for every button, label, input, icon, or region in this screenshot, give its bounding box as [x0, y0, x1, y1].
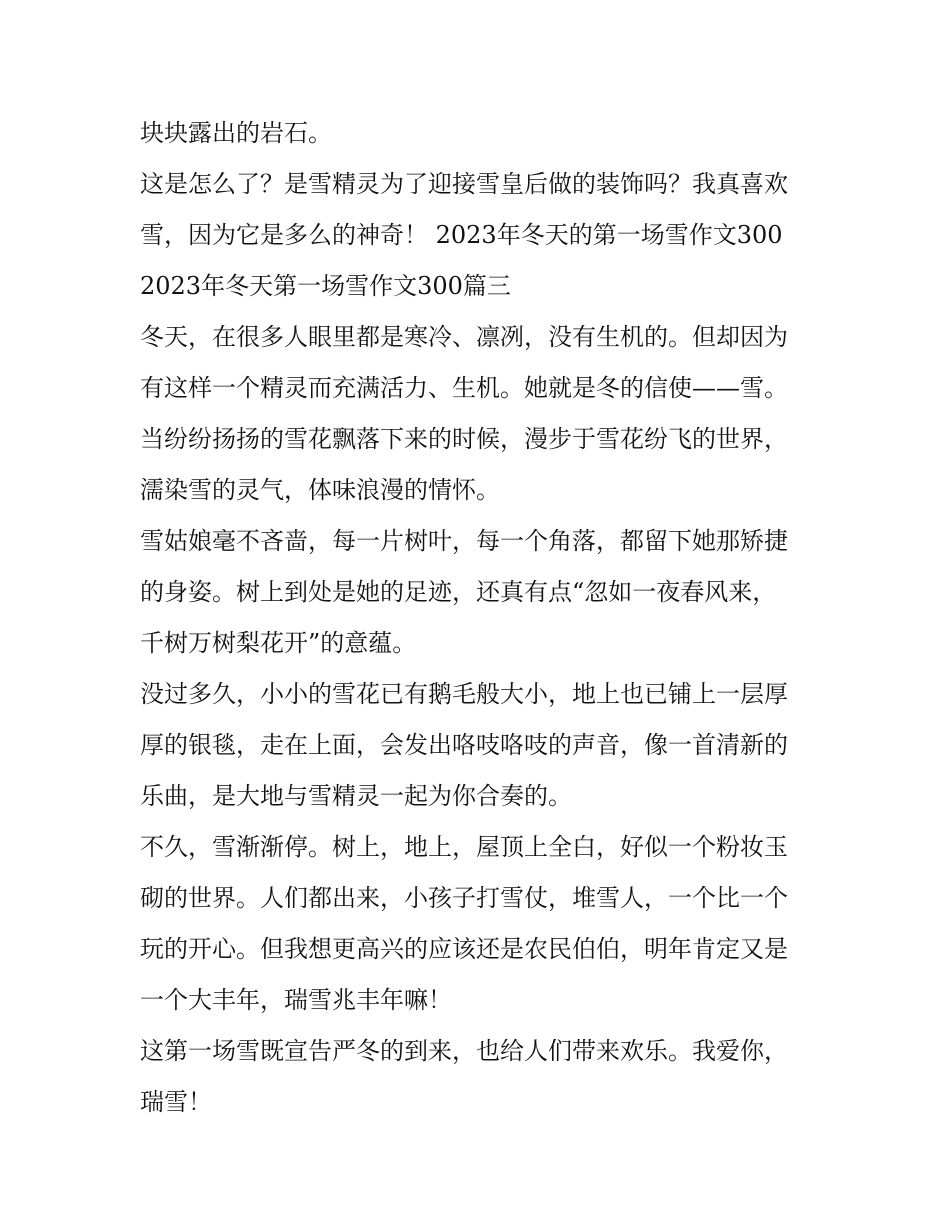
text-line: 厚的银毯，走在上面，会发出咯吱咯吱的声音，像一首清新的 — [140, 731, 788, 759]
text-line: 没过多久，小小的雪花已有鹅毛般大小，地上也已铺上一层厚 — [140, 680, 788, 708]
text-line: 濡染雪的灵气，体味浪漫的情怀。 — [140, 476, 500, 504]
text-line: 砌的世界。人们都出来，小孩子打雪仗，堆雪人，一个比一个 — [140, 884, 788, 912]
text-line: 这第一场雪既宣告严冬的到来，也给人们带来欢乐。我爱你， — [140, 1037, 788, 1065]
text-line: 这是怎么了？是雪精灵为了迎接雪皇后做的装饰吗？我真喜欢 — [140, 170, 788, 198]
text-line: 雪，因为它是多么的神奇！ 2023年冬天的第一场雪作文300 — [140, 221, 783, 249]
text-line: 玩的开心。但我想更高兴的应该还是农民伯伯，明年肯定又是 — [140, 935, 788, 963]
text-line: 冬天，在很多人眼里都是寒冷、凛冽，没有生机的。但却因为 — [140, 323, 788, 351]
section-heading-line: 2023年冬天第一场雪作文300篇三 — [140, 272, 511, 300]
text-line: 当纷纷扬扬的雪花飘落下来的时候，漫步于雪花纷飞的世界， — [140, 425, 788, 453]
text-line: 一个大丰年，瑞雪兆丰年嘛！ — [140, 986, 452, 1014]
text-line: 块块露出的岩石。 — [140, 119, 332, 147]
text-line: 千树万树梨花开”的意蕴。 — [140, 629, 417, 657]
text-line: 乐曲，是大地与雪精灵一起为你合奏的。 — [140, 782, 572, 810]
text-line: 不久，雪渐渐停。树上，地上，屋顶上全白，好似一个粉妆玉 — [140, 833, 788, 861]
text-line: 有这样一个精灵而充满活力、生机。她就是冬的信使——雪。 — [140, 374, 788, 402]
text-line: 的身姿。树上到处是她的足迹，还真有点“忽如一夜春风来， — [140, 578, 777, 606]
text-line: 雪姑娘毫不吝啬，每一片树叶，每一个角落，都留下她那矫捷 — [140, 527, 788, 555]
document-body — [140, 108, 820, 1128]
text-line: 瑞雪！ — [140, 1088, 212, 1116]
